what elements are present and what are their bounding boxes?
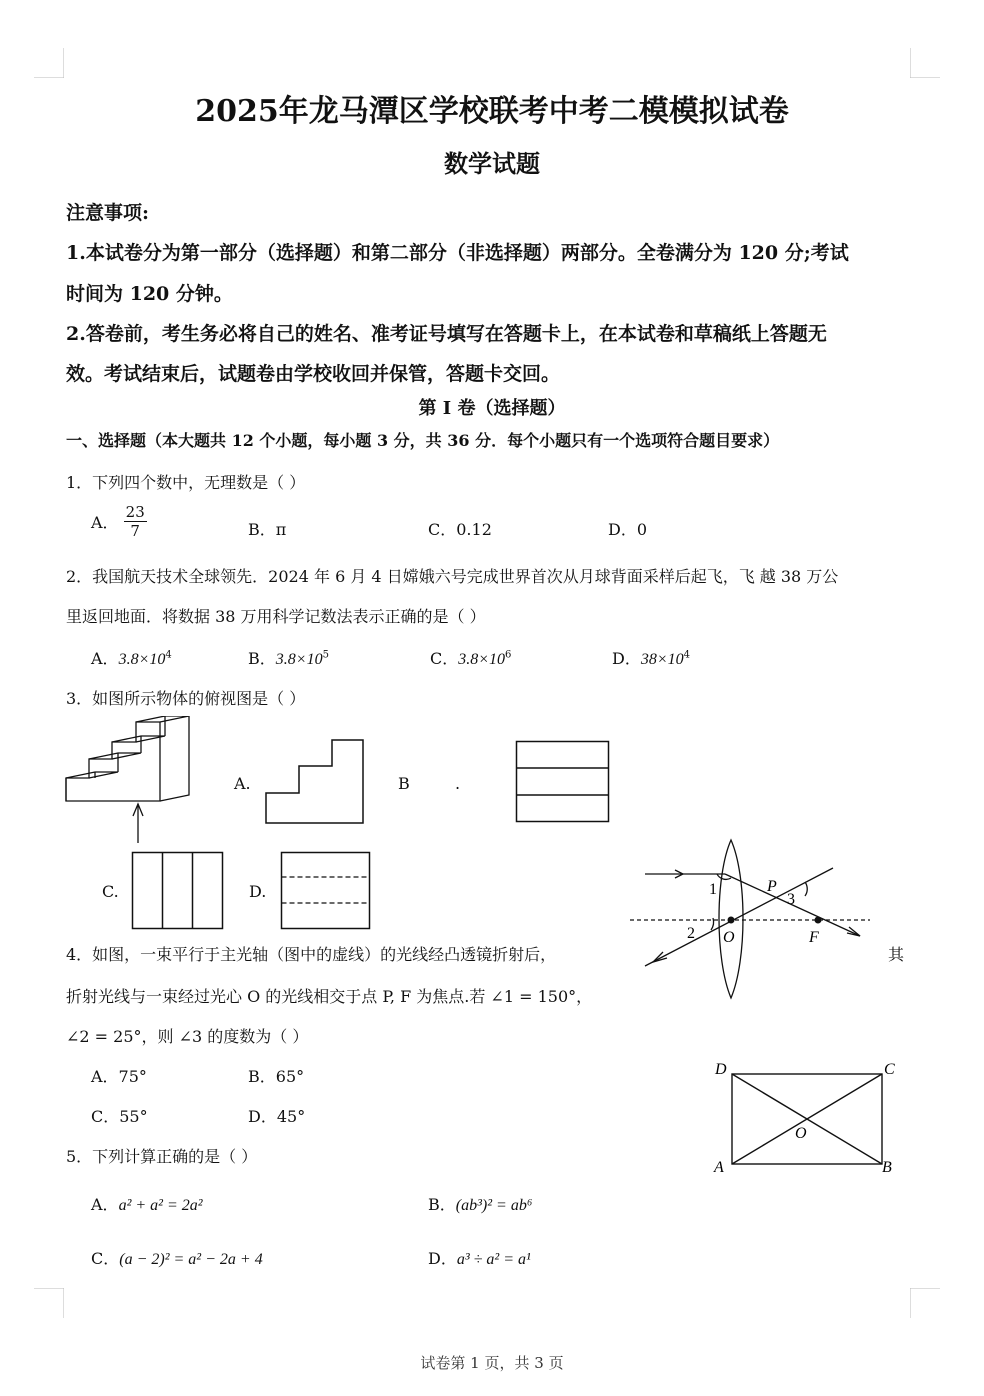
- vertex-d-label: D: [715, 1061, 727, 1078]
- crop-mark-top-left: [34, 48, 64, 78]
- notice-heading: 注意事项:: [66, 202, 150, 224]
- q5-option-a: A．a² + a² = 2a²: [91, 1195, 203, 1214]
- q3-option-d-label: D.: [249, 882, 267, 901]
- q4-option-a: A．75°: [91, 1067, 147, 1086]
- section-heading: 一、选择题（本大题共 12 个小题，每小题 3 分，共 36 分．每个小题只有一个选项符合题目要求）: [66, 431, 780, 450]
- point-o-label: O: [723, 929, 735, 946]
- notice-line: 时间为 120 分钟。: [66, 283, 233, 305]
- exam-title: 2025年龙马潭区学校联考中考二模模拟试卷: [195, 94, 789, 129]
- vertex-c-label: C: [884, 1061, 895, 1078]
- q3-option-a-figure: [264, 738, 366, 826]
- stairs-3d-figure: [62, 716, 197, 846]
- q1-option-d: D．0: [608, 520, 648, 539]
- q4-option-d: D．45°: [248, 1107, 306, 1126]
- q4-option-c: C．55°: [91, 1107, 148, 1126]
- question-2-stem: 里返回地面．将数据 38 万用科学记数法表示正确的是（ ）: [66, 607, 486, 626]
- q3-option-c-figure: [131, 851, 225, 931]
- page-footer: 试卷第 1 页，共 3 页: [420, 1354, 564, 1372]
- q3-option-d-figure: [280, 851, 372, 931]
- q5-option-b: B．(ab³)² = ab⁶: [428, 1195, 533, 1214]
- exam-subtitle: 数学试题: [444, 149, 540, 178]
- q2-option-b: B．$3.8\times 10^5$: [248, 649, 329, 668]
- crop-mark-top-right: [910, 48, 940, 78]
- q2-option-d: D．$38\times 10^4$: [612, 649, 691, 668]
- angle-1-label: 1: [709, 881, 717, 898]
- crop-mark-bottom-right: [910, 1288, 940, 1318]
- q3-option-b-figure: [515, 740, 611, 824]
- vertex-a-label: A: [714, 1159, 724, 1176]
- q5-option-d: D．a³ ÷ a² = a¹: [428, 1249, 531, 1268]
- q2-option-a: A．$3.8\times 10^4$: [91, 649, 172, 668]
- notice-line: 1.本试卷分为第一部分（选择题）和第二部分（非选择题）两部分。全卷满分为 120 分;考试: [66, 242, 849, 264]
- q3-option-b-label: B: [398, 774, 410, 793]
- rectangle-abcd-figure: [710, 1056, 902, 1178]
- q5-option-c: C．(a − 2)² = a² − 2a + 4: [91, 1249, 263, 1268]
- question-3-stem: 3．如图所示物体的俯视图是（ ）: [66, 689, 306, 708]
- q1-option-a: A． $\frac{23}{7}$: [91, 503, 145, 540]
- q3-option-a-label: A.: [234, 774, 251, 793]
- vertex-b-label: B: [882, 1159, 892, 1176]
- question-4-stem: 其: [888, 945, 905, 964]
- angle-2-label: 2: [687, 925, 695, 942]
- question-4-stem: ∠2 = 25°，则 ∠3 的度数为（ ）: [66, 1027, 309, 1046]
- q1-option-b: B．π: [248, 520, 287, 539]
- lens-optics-figure: [625, 836, 875, 1002]
- question-4-stem: 折射光线与一束经过光心 O 的光线相交于点 P, F 为焦点.若 ∠1 = 150°，: [66, 987, 593, 1006]
- angle-3-label: 3: [787, 891, 795, 908]
- fraction: $\frac{23}{7}$: [125, 503, 145, 540]
- notice-line: 效。考试结束后，试题卷由学校收回并保管，答题卡交回。: [66, 363, 561, 385]
- q1-option-c: C．0.12: [428, 520, 492, 539]
- q3-option-c-label: C.: [102, 882, 119, 901]
- q2-option-c: C．$3.8\times 10^6$: [430, 649, 512, 668]
- point-p-label: P: [767, 878, 777, 895]
- part-title: 第 I 卷（选择题）: [418, 398, 566, 419]
- question-1-stem: 1．下列四个数中，无理数是（ ）: [66, 473, 306, 492]
- question-5-stem: 5．下列计算正确的是（ ）: [66, 1147, 258, 1166]
- question-2-stem: 2．我国航天技术全球领先．2024 年 6 月 4 日嫦娥六号完成世界首次从月球背面采样后起飞，飞 越 38 万公: [66, 567, 839, 586]
- point-f-label: F: [809, 929, 819, 946]
- crop-mark-bottom-left: [34, 1288, 64, 1318]
- question-4-stem: 4．如图，一束平行于主光轴（图中的虚线）的光线经凸透镜折射后，: [66, 945, 557, 964]
- notice-line: 2.答卷前，考生务必将自己的姓名、准考证号填写在答题卡上，在本试卷和草稿纸上答题无: [66, 323, 827, 345]
- center-o-label: O: [795, 1125, 807, 1142]
- q3-option-b-dot: .: [455, 774, 461, 793]
- q4-option-b: B．65°: [248, 1067, 305, 1086]
